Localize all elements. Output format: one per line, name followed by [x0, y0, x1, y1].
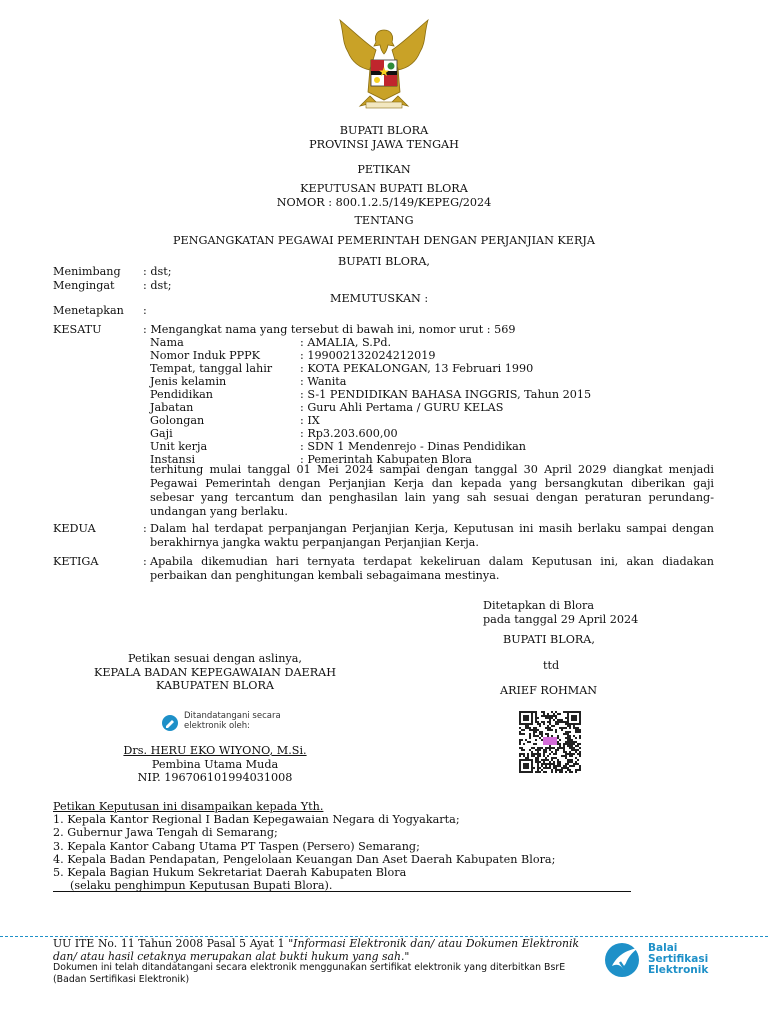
decree-subject: PENGANGKATAN PEGAWAI PEMERINTAH DENGAN PERJANJIAN KERJA	[173, 234, 595, 247]
ketiga-colon: :	[143, 555, 147, 568]
uu-ite-prefix: UU ITE No. 11 Tahun 2008 Pasal 5 Ayat 1	[53, 937, 289, 950]
authority-heading: BUPATI BLORA,	[338, 255, 430, 268]
bsre-line-1: Balai	[648, 942, 678, 954]
field-label: Nomor Induk PPPK	[150, 349, 261, 362]
bsre-name	[648, 943, 708, 976]
header-line-1: BUPATI BLORA	[339, 124, 429, 137]
field-label: Jenis kelamin	[150, 375, 227, 388]
field-value: : Rp3.203.600,00	[300, 427, 398, 440]
distribution-rule	[53, 891, 631, 892]
field-label: Nama	[150, 336, 184, 349]
menetapkan-row	[0, 304, 768, 318]
distribution-item: 4. Kepala Badan Pendapatan, Pengelolaan Keuangan Dan Aset Daerah Kabupaten Blora;	[53, 853, 556, 866]
kedua-colon: :	[143, 522, 147, 535]
decree-title: KEPUTUSAN BUPATI BLORA	[300, 182, 468, 195]
kedua-label: KEDUA	[53, 522, 96, 535]
kesatu-label: KESATU	[53, 323, 102, 336]
tentang-heading: TENTANG	[354, 214, 414, 227]
field-value: : S-1 PENDIDIKAN BAHASA INGGRIS, Tahun 2015	[300, 388, 592, 401]
mengingat-label: Mengingat	[53, 279, 115, 292]
esign-line-1: Ditandatangani secara	[184, 711, 281, 721]
menimbang-label: Menimbang	[53, 265, 121, 278]
distribution-item: 3. Kepala Kantor Cabang Utama PT Taspen (Persero) Semarang;	[53, 840, 420, 853]
bsre-line-3: Elektronik	[648, 964, 709, 976]
uu-ite-note	[53, 938, 579, 963]
field-label: Pendidikan	[150, 388, 213, 401]
ketiga-label: KETIGA	[53, 555, 99, 568]
bsre-line-2: Sertifikasi	[648, 953, 709, 965]
signing-date: pada tanggal 29 April 2024	[483, 613, 639, 626]
ketiga-text: Apabila dikemudian hari ternyata terdapat kekeliruan dalam Keputusan ini, akan diadakan perbaikan dan penghitungan kembali sebagaimana mestinya.	[150, 555, 714, 582]
regent-title: BUPATI BLORA,	[503, 633, 595, 646]
decree-number: NOMOR : 800.1.2.5/149/KEPEG/2024	[276, 196, 492, 209]
kesatu-intro: : Mengangkat nama yang tersebut di bawah ini, nomor urut : 569	[143, 323, 516, 336]
distribution-heading: Petikan Keputusan ini disampaikan kepada Yth.	[53, 800, 324, 813]
mengingat-value: : dst;	[143, 279, 172, 292]
field-label: Unit kerja	[150, 440, 208, 453]
distribution-item: 2. Gubernur Jawa Tengah di Semarang;	[53, 826, 278, 839]
field-label: Jabatan	[150, 401, 194, 414]
menetapkan-label: Menetapkan	[53, 304, 124, 317]
bkd-head-nip: NIP. 196706101994031008	[137, 771, 293, 784]
header-line-2: PROVINSI JAWA TENGAH	[309, 138, 459, 151]
field-label: Tempat, tanggal lahir	[150, 362, 273, 375]
bkd-region: KABUPATEN BLORA	[156, 679, 274, 692]
petikan-heading: PETIKAN	[357, 163, 411, 176]
bkd-head-name: Drs. HERU EKO WIYONO, M.Si.	[123, 744, 307, 757]
kesatu-paragraph: terhitung mulai tanggal 01 Mei 2024 sampai dengan tanggal 30 April 2029 diangkat menjadi Pegawai Pemerintah dengan Perjanjian Kerja dan kepada yang bersangkutan diberikan gaji sebesar yang tercantum dan penghasilan lain yang sah sesuai dengan peraturan perundang-undangan yang berlaku.	[150, 463, 714, 518]
ttd-mark: ttd	[543, 659, 560, 672]
field-value: : AMALIA, S.Pd.	[300, 336, 392, 349]
field-value: : Guru Ahli Pertama / GURU KELAS	[300, 401, 504, 414]
regent-name: ARIEF ROHMAN	[500, 684, 598, 697]
field-value: : Wanita	[300, 375, 347, 388]
field-label: Instansi	[150, 453, 196, 466]
certified-copy-note: Petikan sesuai dengan aslinya,	[128, 652, 302, 665]
esign-badge	[160, 709, 300, 735]
bkd-head-rank: Pembina Utama Muda	[151, 758, 279, 771]
kesatu-row	[0, 323, 768, 337]
distribution-item-cont: (selaku penghimpun Keputusan Bupati Blora).	[70, 879, 333, 892]
bsre-logo-icon	[600, 940, 648, 980]
uu-ite-quote: "Informasi Elektronik dan/ atau Dokumen Elektronik dan/ atau hasil cetaknya merupakan alat bukti hukum yang sah."	[53, 937, 579, 963]
esign-footer-notice: Dokumen ini telah ditandatangani secara elektronik menggunakan sertifikat elektronik yang diterbitkan BsrE (Badan Sertifikasi Elektronik)	[53, 962, 566, 985]
field-label: Gaji	[150, 427, 173, 440]
mengingat-row	[0, 279, 768, 293]
menimbang-value: : dst;	[143, 265, 172, 278]
menimbang-row	[0, 265, 768, 279]
field-value: : IX	[300, 414, 320, 427]
field-value: : Pemerintah Kabupaten Blora	[300, 453, 472, 466]
distribution-item: 5. Kepala Bagian Hukum Sekretariat Daerah Kabupaten Blora	[53, 866, 407, 879]
signing-place: Ditetapkan di Blora	[483, 599, 595, 612]
menetapkan-value: :	[143, 304, 147, 317]
field-value: : KOTA PEKALONGAN, 13 Februari 1990	[300, 362, 534, 375]
kedua-text: Dalam hal terdapat perpanjangan Perjanjian Kerja, Keputusan ini masih berlaku sampai dengan berakhirnya jangka waktu perpanjangan Perjanjian Kerja.	[150, 522, 714, 549]
field-value: : 199002132024212019	[300, 349, 436, 362]
qr-code-icon	[519, 711, 581, 773]
distribution-item: 1. Kepala Kantor Regional I Badan Kepegawaian Negara di Yogyakarta;	[53, 813, 460, 826]
memutuskan-heading: MEMUTUSKAN :	[330, 292, 429, 305]
garuda-emblem-icon	[330, 12, 438, 114]
esign-line-2: elektronik oleh:	[184, 721, 250, 731]
bkd-title: KEPALA BADAN KEPEGAWAIAN DAERAH	[94, 666, 336, 679]
field-label: Golongan	[150, 414, 205, 427]
field-value: : SDN 1 Mendenrejo - Dinas Pendidikan	[300, 440, 527, 453]
esign-pen-icon	[161, 714, 179, 735]
